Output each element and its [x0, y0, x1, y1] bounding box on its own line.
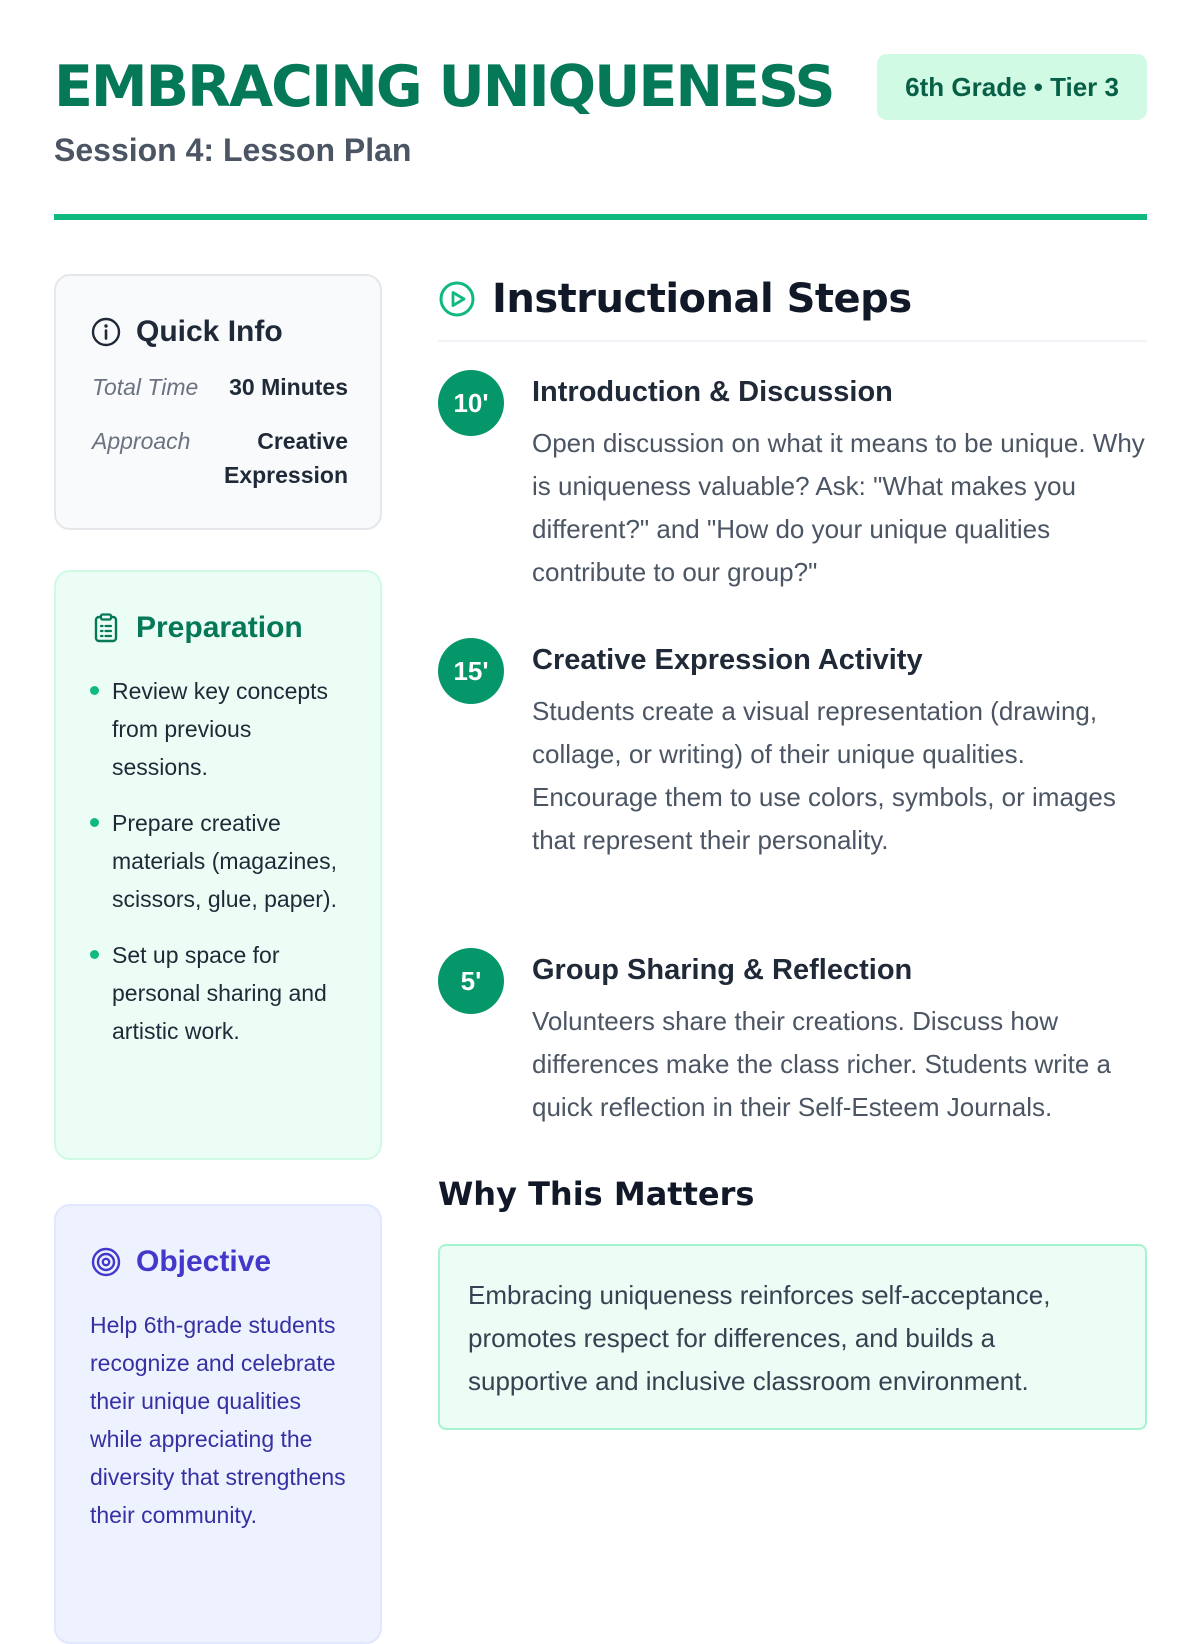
preparation-heading	[90, 606, 303, 650]
preparation-card	[54, 570, 382, 1160]
objective-heading	[90, 1240, 271, 1284]
info-label: Approach	[92, 428, 191, 454]
list-item	[90, 804, 352, 918]
info-value: Creative Expression	[224, 428, 348, 488]
step-duration-badge: 10'	[438, 370, 504, 436]
why-this-matters-text: Embracing uniqueness reinforces self-acceptance, promotes respect for differences, and builds a supportive and inclusive classroom environment.	[468, 1280, 1051, 1396]
quick-info-card	[54, 274, 382, 530]
step-title: Introduction & Discussion	[532, 376, 893, 408]
lesson-plan-page	[54, 0, 1147, 1600]
info-label: Total Time	[92, 374, 199, 400]
quick-info-heading	[90, 310, 283, 354]
section-title: Instructional Steps	[492, 276, 912, 322]
target-icon	[90, 1246, 122, 1278]
step-duration-badge: 15'	[438, 638, 504, 704]
step-duration-badge: 5'	[438, 948, 504, 1014]
objective-title: Objective	[136, 1245, 272, 1278]
page-subtitle: Session 4: Lesson Plan	[54, 132, 412, 168]
play-circle-icon	[438, 280, 476, 318]
step-description: Open discussion on what it means to be unique. Why is uniqueness valuable? Ask: "What makes you different?" and "How do your unique qualities contribute to our group?"	[532, 428, 1145, 587]
preparation-list	[90, 672, 352, 1068]
header	[54, 52, 1147, 172]
list-item-text: Set up space for personal sharing and artistic work.	[112, 942, 327, 1044]
list-item	[90, 672, 352, 786]
why-this-matters-heading: Why This Matters	[438, 1175, 755, 1213]
instructional-steps-heading	[438, 274, 912, 324]
step-description: Students create a visual representation (drawing, collage, or writing) of their unique qualities. Encourage them to use colors, symbols, or images that represent their personality.	[532, 696, 1116, 855]
info-icon	[90, 316, 122, 348]
clipboard-icon	[90, 612, 122, 644]
info-row-total-time	[92, 370, 348, 404]
step-description: Volunteers share their creations. Discuss how differences make the class richer. Students write a quick reflection in their Self-Esteem Journals.	[532, 1006, 1112, 1122]
header-divider	[54, 214, 1147, 220]
bullet-dot	[90, 686, 99, 695]
step-title: Group Sharing & Reflection	[532, 954, 913, 986]
objective-text: Help 6th-grade students recognize and celebrate their unique qualities while appreciating the diversity that strengthens their community.	[90, 1312, 346, 1528]
bullet-dot	[90, 818, 99, 827]
bullet-dot	[90, 950, 99, 959]
list-item	[90, 936, 352, 1050]
objective-card	[54, 1204, 382, 1644]
list-item-text: Prepare creative materials (magazines, scissors, glue, paper).	[112, 810, 337, 912]
list-item-text: Review key concepts from previous sessions.	[112, 678, 329, 780]
step-title: Creative Expression Activity	[532, 644, 923, 676]
grade-tier-badge: 6th Grade • Tier 3	[877, 54, 1147, 120]
preparation-title: Preparation	[136, 611, 303, 644]
info-row-approach	[92, 424, 348, 492]
section-divider	[438, 340, 1147, 342]
info-value: 30 Minutes	[229, 374, 348, 400]
why-this-matters-callout	[438, 1244, 1147, 1430]
quick-info-title: Quick Info	[136, 315, 283, 348]
page-title: EMBRACING UNIQUENESS	[54, 54, 834, 120]
